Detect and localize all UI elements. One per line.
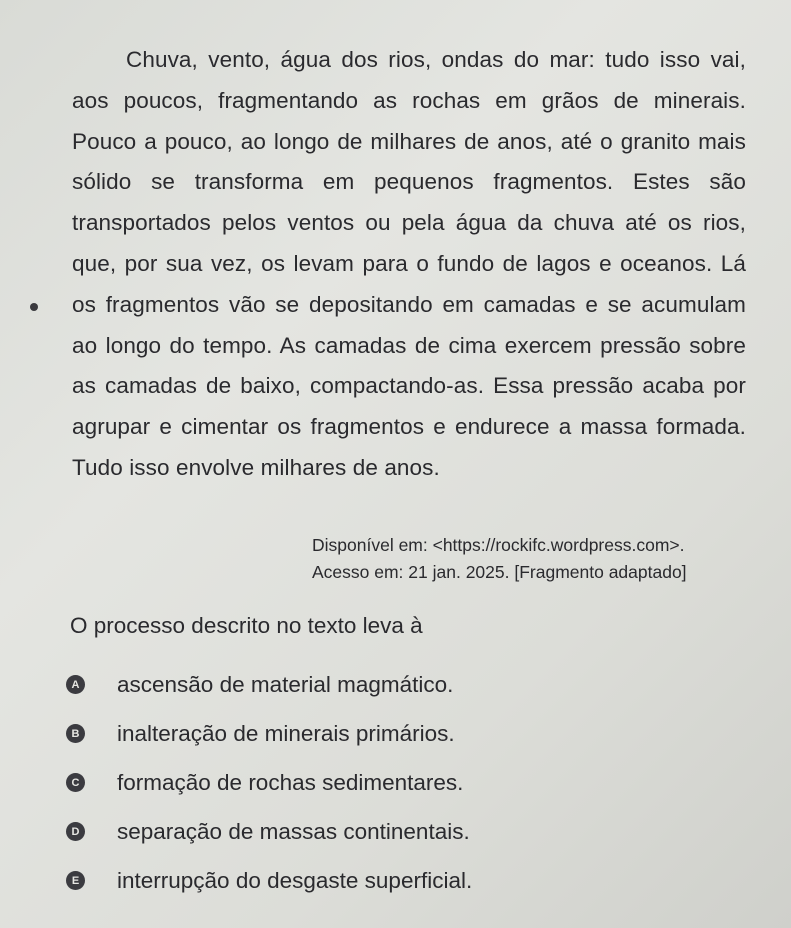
option-b-letter-badge: B (66, 724, 85, 743)
option-e[interactable] (66, 856, 472, 905)
passage-text: Chuva, vento, água dos rios, ondas do mar: tudo isso vai, aos poucos, fragmentando as rochas em grãos de minerais. Pouco a pouco, ao longo de milhares de anos, até o granito mais sólido se transforma em pequenos fragmentos. Estes são transportados pelos ventos ou pela água da chuva até os rios, que, por sua vez, os levam para o fundo de lagos e oceanos. Lá os fragmentos vão se depositando em camadas e se acumulam ao longo do tempo. As camadas de cima exercem pressão sobre as camadas de baixo, compactando-as. Essa pressão acaba por agrupar e cimentar os fragmentos e endurece a massa formada. Tudo isso envolve milhares de anos. (72, 47, 746, 480)
option-b[interactable] (66, 709, 472, 758)
option-d-letter-badge: D (66, 822, 85, 841)
option-a[interactable] (66, 660, 472, 709)
source-line-1: Disponível em: <https://rockifc.wordpress.com>. (312, 535, 685, 555)
option-c-text: formação de rochas sedimentares. (117, 769, 464, 795)
option-e-text: interrupção do desgaste superficial. (117, 867, 473, 893)
answer-options (66, 660, 472, 905)
option-d-text: separação de massas continentais. (117, 818, 470, 844)
source-citation (312, 532, 752, 586)
option-d[interactable] (66, 807, 472, 856)
option-c[interactable] (66, 758, 472, 807)
option-b-text: inalteração de minerais primários. (117, 720, 455, 746)
option-a-text: ascensão de material magmático. (117, 671, 454, 697)
option-a-letter-badge: A (66, 675, 85, 694)
option-e-letter-badge: E (66, 871, 85, 890)
source-line-2: Acesso em: 21 jan. 2025. [Fragmento adaptado] (312, 562, 687, 582)
pen-mark (30, 303, 38, 311)
option-c-letter-badge: C (66, 773, 85, 792)
question-prompt: O processo descrito no texto leva à (70, 613, 423, 638)
